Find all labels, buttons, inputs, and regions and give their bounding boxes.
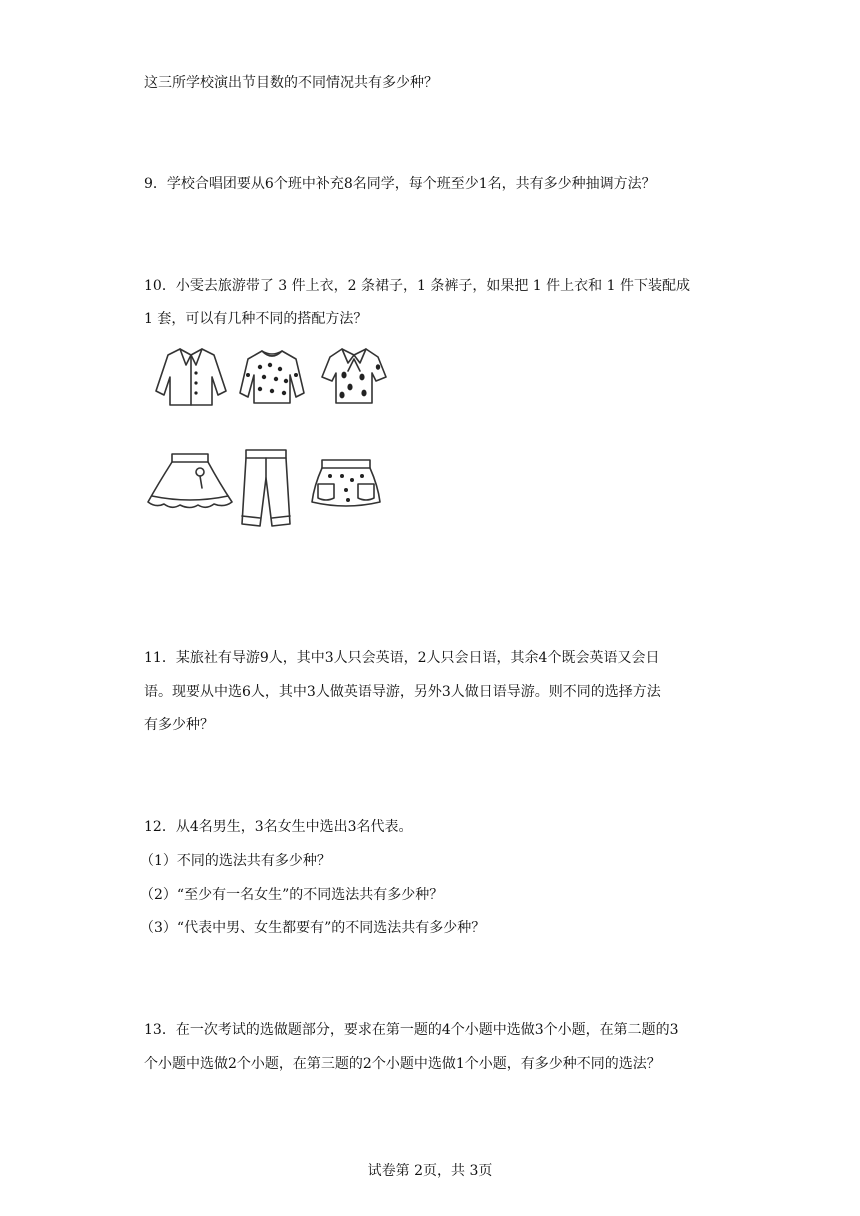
question-11-line2: 语。现要从中选6人，其中3人做英语导游，另外3人做日语导游。则不同的选择方法 <box>144 684 661 700</box>
question-13-line2: 个小题中选做2个小题，在第三题的2个小题中选做1个小题，有多少种不同的选法？ <box>144 1056 661 1072</box>
trousers-illustration <box>238 446 294 530</box>
question-9: 9．学校合唱团要从6个班中补充8名同学，每个班至少1名，共有多少种抽调方法？ <box>144 176 656 192</box>
page-footer: 试卷第 2页，共 3页 <box>367 1163 493 1179</box>
question-10-line2: 1 套，可以有几种不同的搭配方法？ <box>144 311 368 327</box>
question-11-line1: 11．某旅社有导游9人，其中3人只会英语，2人只会日语，其余4个既会英语又会日 <box>144 650 660 666</box>
jacket-illustration <box>150 343 232 409</box>
polka-dot-sweater-illustration <box>236 345 308 409</box>
question-12-sub3: （3）“代表中男、女生都要有”的不同选法共有多少种？ <box>140 920 486 936</box>
question-12-stem: 12．从4名男生，3名女生中选出3名代表。 <box>144 819 413 835</box>
question-13-line1: 13．在一次考试的选做题部分，要求在第一题的4个小题中选做3个小题，在第二题的3 <box>144 1022 679 1038</box>
question-12-sub1: （1）不同的选法共有多少种？ <box>140 853 331 869</box>
question-10-line1: 10．小雯去旅游带了 3 件上衣，2 条裙子，1 条裤子，如果把 1 件上衣和 1 件下装配成 <box>144 278 690 294</box>
flared-skirt-illustration <box>144 450 236 512</box>
q8-tail: 这三所学校演出节目数的不同情况共有多少种？ <box>144 75 438 91</box>
question-11-line3: 有多少种？ <box>144 717 214 733</box>
question-12-sub2: （2）“至少有一名女生”的不同选法共有多少种？ <box>140 887 444 903</box>
pocket-skirt-illustration <box>308 456 384 512</box>
bow-blouse-illustration <box>318 343 390 409</box>
